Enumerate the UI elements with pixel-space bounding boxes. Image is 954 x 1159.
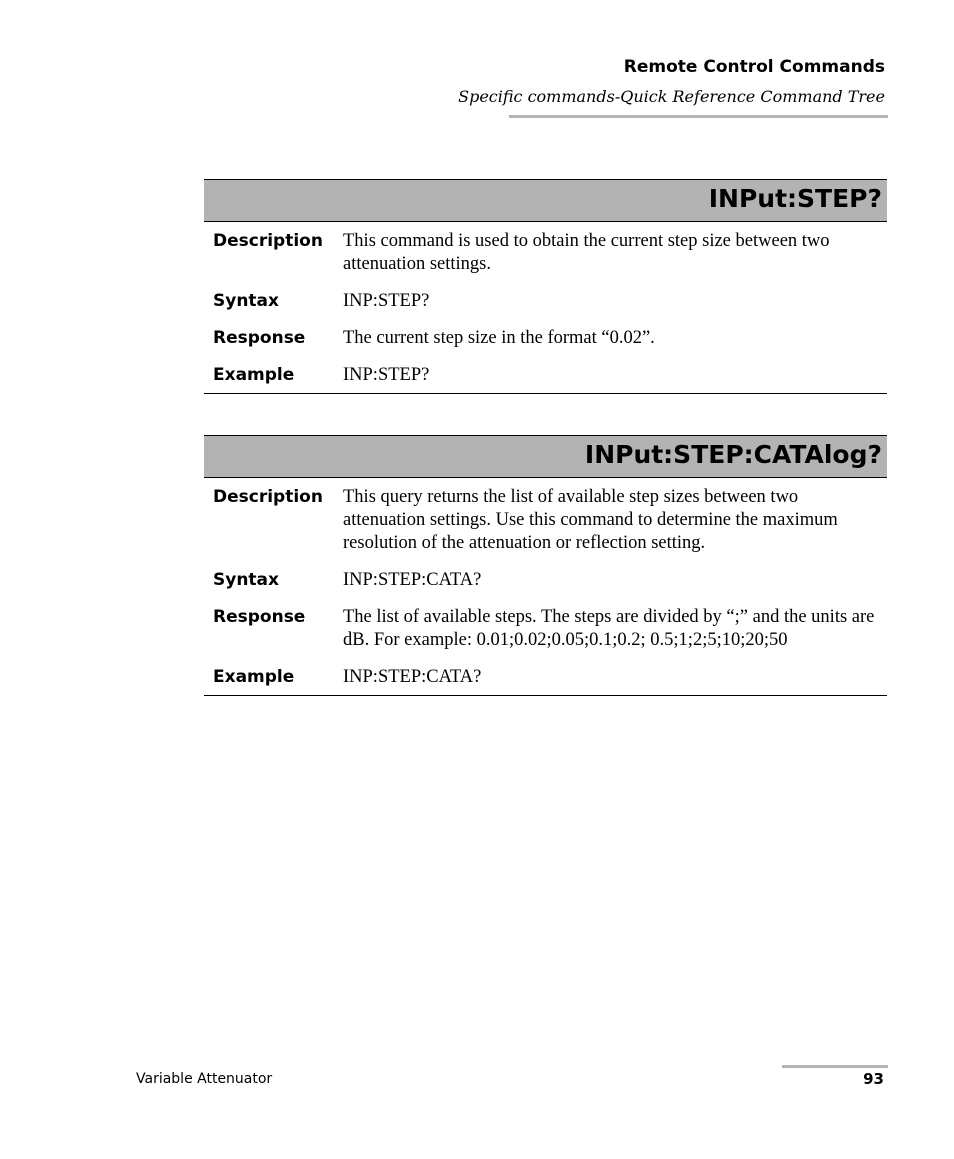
footer-doc-title: Variable Attenuator — [136, 1071, 273, 1087]
row-response — [204, 326, 887, 350]
row-label: Description — [213, 231, 323, 251]
row-description — [204, 229, 887, 276]
row-example — [204, 665, 887, 689]
row-label: Response — [213, 328, 306, 348]
command-table-inp-step-catalog — [204, 435, 887, 696]
row-value: This command is used to obtain the current step size between two attenuation settings. — [343, 231, 830, 274]
row-value: INP:STEP? — [343, 291, 430, 311]
row-value: The current step size in the format “0.02”. — [343, 328, 655, 348]
command-rows — [204, 478, 887, 695]
row-value: INP:STEP:CATA? — [343, 667, 482, 687]
row-label: Response — [213, 607, 306, 627]
command-header — [204, 435, 887, 478]
row-response — [204, 605, 887, 652]
footer-rule — [782, 1065, 888, 1068]
row-value: The list of available steps. The steps are divided by “;” and the units are dB. For example: 0.01;0.02;0.05;0.1;0.2; 0.5;1;2;5;10;20;50 — [343, 607, 875, 650]
command-name: INPut:STEP:CATAlog? — [584, 440, 882, 469]
page-number: 93 — [863, 1070, 884, 1088]
command-rows — [204, 222, 887, 393]
row-label: Example — [213, 365, 295, 385]
row-syntax — [204, 568, 887, 592]
row-label: Description — [213, 487, 323, 507]
command-name: INPut:STEP? — [708, 184, 882, 213]
row-syntax — [204, 289, 887, 313]
row-description — [204, 485, 887, 555]
header-subtitle: Specific commands-Quick Reference Command Tree — [458, 87, 885, 106]
row-label: Syntax — [213, 291, 279, 311]
header-rule — [509, 115, 888, 118]
command-table-inp-step — [204, 179, 887, 394]
row-example — [204, 363, 887, 387]
row-value: INP:STEP? — [343, 365, 430, 385]
row-value: INP:STEP:CATA? — [343, 570, 482, 590]
row-label: Example — [213, 667, 295, 687]
header-title: Remote Control Commands — [623, 57, 885, 77]
command-header — [204, 179, 887, 222]
row-label: Syntax — [213, 570, 279, 590]
row-value: This query returns the list of available step sizes between two attenuation settings. Use this command to determine the maximum resolution of the attenuation or reflection setting. — [343, 487, 838, 553]
